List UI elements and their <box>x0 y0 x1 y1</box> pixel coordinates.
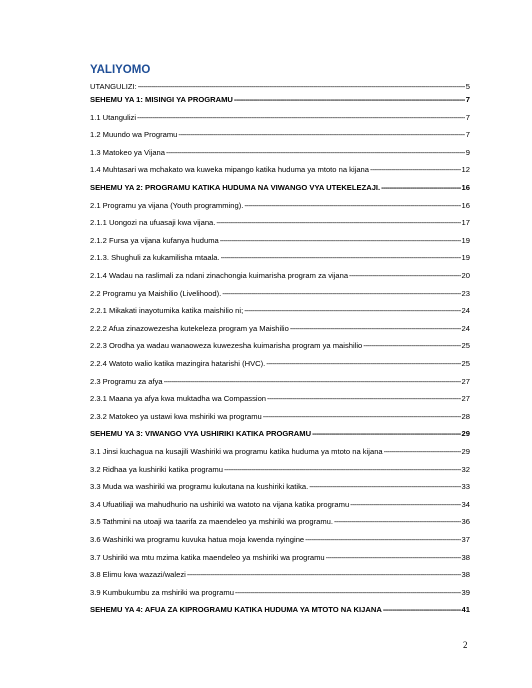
toc-title: YALIYOMO <box>90 64 151 76</box>
toc-leader <box>178 130 464 140</box>
toc-entry-page: 33 <box>461 482 470 492</box>
toc-entry-text: 3.1 Jinsi kuchagua na kusajili Washiriki wa programu katika huduma ya mtoto na kijana <box>90 447 383 456</box>
toc-leader <box>244 306 460 316</box>
toc-entry-page: 23 <box>461 288 470 298</box>
toc-leader <box>381 183 460 193</box>
toc-entry-page: 25 <box>461 359 470 368</box>
toc-entry-page: 20 <box>461 271 470 280</box>
toc-entry[interactable] <box>90 341 470 351</box>
toc-leader <box>349 271 461 281</box>
toc-entry-text: 2.3 Programu za afya <box>90 376 163 386</box>
toc-entry-text: SEHEMU YA 4: AFUA ZA KIPROGRAMU KATIKA HUDUMA YA MTOTO NA KIJANA <box>90 605 382 615</box>
toc-leader <box>383 605 461 615</box>
toc-entry-page: 41 <box>461 605 470 615</box>
toc-entry[interactable] <box>90 218 470 228</box>
toc-entry-text: 3.8 Elimu kwa wazazi/walezi <box>90 570 186 580</box>
toc-entry-text: 2.2.4 Watoto walio katika mazingira hatarishi (HVC). <box>90 359 266 368</box>
toc-entry-page: 24 <box>461 306 470 316</box>
toc-entry-text: 2.2.3 Orodha ya wadau wanaoweza kuwezesha kuimarisha program ya maishilio <box>90 341 363 351</box>
toc-leader <box>138 82 465 92</box>
toc-entry-page: 37 <box>461 535 470 544</box>
toc-entry-page: 7 <box>465 112 470 122</box>
toc-section-entry[interactable] <box>90 95 470 105</box>
toc-entry[interactable] <box>90 201 470 211</box>
toc-entry-text: 2.1.4 Wadau na raslimali za ndani zinachongia kuimarisha program za vijana <box>90 271 349 280</box>
toc-entry-page: 24 <box>461 323 470 333</box>
toc-entry[interactable] <box>90 113 470 123</box>
toc-entry-page: 38 <box>461 570 470 580</box>
toc-leader <box>384 447 461 457</box>
toc-entry[interactable] <box>90 253 470 263</box>
toc-leader <box>290 324 461 334</box>
toc-entry-page: 12 <box>461 165 470 175</box>
toc-entry-page: 32 <box>461 464 470 474</box>
toc-entry[interactable] <box>90 553 470 563</box>
toc-entry[interactable] <box>90 324 470 334</box>
toc-leader <box>266 359 460 369</box>
toc-entry-text: 2.1.1 Uongozi na ufuasaji kwa vijana. <box>90 218 216 228</box>
toc-entry-page: 19 <box>461 253 470 263</box>
toc-entry-text: 3.5 Tathmini na utoaji wa taarifa za maendeleo ya mshiriki wa programu. <box>90 517 333 527</box>
toc-entry-text: UTANGULIZI: <box>90 82 137 91</box>
toc-leader <box>235 588 461 598</box>
toc-entry[interactable] <box>90 306 470 316</box>
toc-entry[interactable] <box>90 359 470 369</box>
toc-entry[interactable] <box>90 412 470 422</box>
toc-entry[interactable] <box>90 271 470 281</box>
page-number: 2 <box>463 640 468 650</box>
toc-leader <box>224 465 461 475</box>
toc-entry-page: 7 <box>465 95 470 104</box>
toc-entry[interactable] <box>90 500 470 510</box>
toc-entry-text: 3.6 Washiriki wa programu kuvuka hatua moja kwenda nyingine <box>90 535 305 544</box>
toc-entry-page: 17 <box>461 218 470 228</box>
toc-leader <box>187 570 461 580</box>
toc-leader <box>137 113 465 123</box>
toc-entry[interactable] <box>90 465 470 475</box>
toc-entry[interactable] <box>90 482 470 492</box>
toc-entry-text: 2.1.3. Shughuli za kukamilisha mtaala. <box>90 253 220 263</box>
toc-entry[interactable] <box>90 517 470 527</box>
toc-leader <box>220 236 461 246</box>
toc-leader <box>234 95 465 105</box>
toc-entry[interactable] <box>90 289 470 299</box>
toc-entry-text: 1.2 Muundo wa Programu <box>90 130 178 140</box>
toc-leader <box>363 341 460 351</box>
toc-leader <box>334 517 461 527</box>
toc-entry[interactable] <box>90 236 470 246</box>
toc-entry[interactable] <box>90 570 470 580</box>
toc-leader <box>263 412 461 422</box>
toc-entry-page: 36 <box>461 517 470 527</box>
toc-entry-text: 3.4 Ufuatiliaji wa mahudhurio na ushiriki wa watoto na vijana katika programu <box>90 499 350 509</box>
toc-entry-text: 2.2.1 Mikakati inayotumika katika maishilio ni; <box>90 306 244 316</box>
toc-entry-text: 1.1 Utangulizi <box>90 112 137 122</box>
toc-entry-page: 39 <box>461 587 470 597</box>
toc-entry-page: 7 <box>465 130 470 140</box>
toc-leader <box>350 500 460 510</box>
toc-entry-text: 2.1 Programu ya vijana (Youth programming). <box>90 200 244 210</box>
toc-entry-page: 9 <box>465 147 470 157</box>
toc-entry-text: 2.3.1 Maana ya afya kwa muktadha wa Compassion <box>90 394 267 404</box>
toc-entry[interactable] <box>90 82 470 92</box>
toc-entry[interactable] <box>90 165 470 175</box>
toc-entry[interactable] <box>90 130 470 140</box>
toc-entry-page: 19 <box>461 235 470 245</box>
toc-entry-text: 3.2 Ridhaa ya kushiriki katika programu <box>90 464 223 474</box>
toc-leader <box>166 148 465 158</box>
toc-entry-text: 2.2.2 Afua zinazowezesha kutekeleza program ya Maishilio <box>90 323 289 333</box>
toc-entry-text: 1.4 Muhtasari wa mchakato wa kuweka mipango katika huduma ya mtoto na kijana <box>90 165 370 175</box>
toc-entry[interactable] <box>90 377 470 387</box>
toc-leader <box>370 165 461 175</box>
toc-entry[interactable] <box>90 394 470 404</box>
toc-entry-text: 3.9 Kumbukumbu za mshiriki wa programu <box>90 587 234 597</box>
toc-leader <box>222 289 460 299</box>
toc-entry-page: 16 <box>461 200 470 210</box>
toc-entry-page: 5 <box>465 82 470 91</box>
toc-leader <box>267 394 461 404</box>
toc-entry-text: 2.1.2 Fursa ya vijana kufanya huduma <box>90 235 219 245</box>
toc-section-entry[interactable] <box>90 605 470 615</box>
toc-leader <box>216 218 460 228</box>
toc-entry-page: 29 <box>461 447 470 456</box>
toc-entry-page: 16 <box>461 183 470 192</box>
toc-entry-page: 27 <box>461 376 470 386</box>
toc-entry-page: 27 <box>461 394 470 404</box>
toc-entry-page: 25 <box>461 341 470 351</box>
toc-entry-text: 2.2 Programu ya Maishilio (Livelihood). <box>90 288 222 298</box>
toc-entry-text: 2.3.2 Matokeo ya ustawi kwa mshiriki wa programu <box>90 411 262 421</box>
toc-entry-text: 3.7 Ushiriki wa mtu mzima katika maendeleo ya mshiriki wa programu <box>90 552 325 562</box>
toc-leader <box>312 429 460 439</box>
toc-section-entry[interactable] <box>90 183 470 193</box>
toc-leader <box>244 201 460 211</box>
toc-section-entry[interactable] <box>90 429 470 439</box>
toc-entry[interactable] <box>90 447 470 457</box>
toc-entry[interactable] <box>90 588 470 598</box>
toc-entry-text: SEHEMU YA 3: VIWANGO VYA USHIRIKI KATIKA PROGRAMU <box>90 429 312 439</box>
toc-entry-text: 3.3 Muda wa washiriki wa programu kukutana na kushiriki katika. <box>90 482 309 492</box>
toc-entry[interactable] <box>90 148 470 158</box>
toc-leader <box>309 482 460 492</box>
toc-entry-page: 28 <box>461 411 470 421</box>
toc-leader <box>221 253 461 263</box>
toc-entry-page: 38 <box>461 552 470 562</box>
toc-leader <box>305 535 460 545</box>
toc-entry-page: 34 <box>461 499 470 509</box>
toc-entry-text: SEHEMU YA 1: MISINGI YA PROGRAMU <box>90 95 233 104</box>
toc-entry-text: SEHEMU YA 2: PROGRAMU KATIKA HUDUMA NA VIWANGO VYA UTEKELEZAJI. <box>90 183 381 192</box>
toc-entry-text: 1.3 Matokeo ya Vijana <box>90 147 166 157</box>
toc-entry[interactable] <box>90 535 470 545</box>
toc-leader <box>164 377 461 387</box>
toc-entry-page: 29 <box>461 429 470 439</box>
toc-leader <box>326 553 461 563</box>
